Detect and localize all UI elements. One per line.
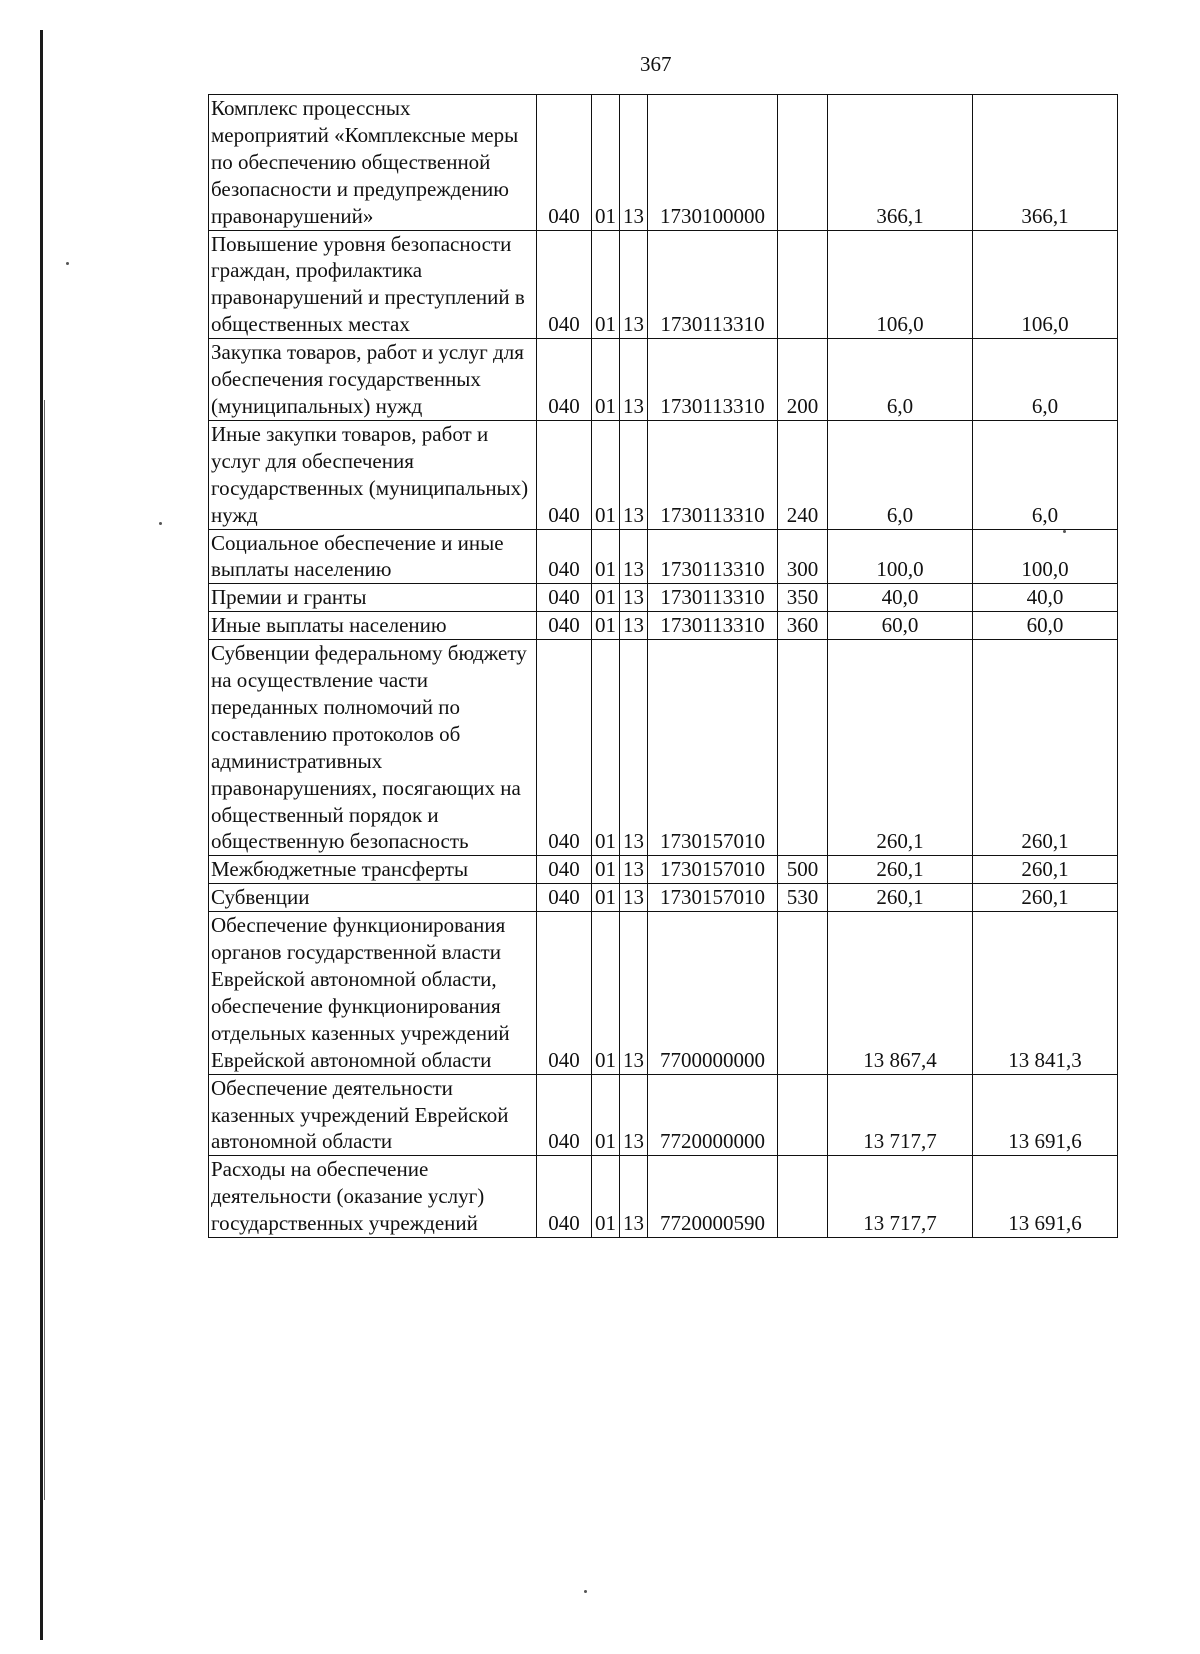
table-row [209, 420, 1118, 529]
row-name-cell: Иные выплаты населению [209, 612, 537, 640]
target-article-cell: 1730113310 [648, 230, 778, 339]
row-name-cell: Субвенции [209, 884, 537, 912]
binding-edge-shadow [44, 400, 45, 1500]
table-row [209, 529, 1118, 584]
amount-year1-cell: 13 867,4 [828, 912, 973, 1074]
target-article-cell: 1730157010 [648, 884, 778, 912]
amount-year2-cell: 6,0 [973, 339, 1118, 421]
department-code-cell: 040 [537, 1074, 592, 1156]
subsection-code-cell: 13 [620, 1074, 648, 1156]
target-article-cell: 7700000000 [648, 912, 778, 1074]
department-code-cell: 040 [537, 529, 592, 584]
target-article-cell: 1730157010 [648, 856, 778, 884]
department-code-cell: 040 [537, 884, 592, 912]
amount-year2-cell: 260,1 [973, 856, 1118, 884]
row-name-cell: Обеспечение деятельности казенных учреждений Еврейской автономной области [209, 1074, 537, 1156]
section-code-cell: 01 [592, 612, 620, 640]
section-code-cell: 01 [592, 339, 620, 421]
expense-type-cell: 360 [778, 612, 828, 640]
department-code-cell: 040 [537, 230, 592, 339]
row-name-cell: Закупка товаров, работ и услуг для обеспечения государственных (муниципальных) нужд [209, 339, 537, 421]
target-article-cell: 1730113310 [648, 529, 778, 584]
row-name-cell: Субвенции федеральному бюджету на осуществление части переданных полномочий по составлению протоколов об административных правонарушениях, посягающих на общественный порядок и общественную безопасность [209, 640, 537, 856]
table-row [209, 884, 1118, 912]
amount-year1-cell: 13 717,7 [828, 1074, 973, 1156]
expense-type-cell: 240 [778, 420, 828, 529]
department-code-cell: 040 [537, 1156, 592, 1238]
amount-year1-cell: 60,0 [828, 612, 973, 640]
section-code-cell: 01 [592, 1156, 620, 1238]
table-row [209, 584, 1118, 612]
row-name-cell: Комплекс процессных мероприятий «Комплексные меры по обеспечению общественной безопасности и предупреждению правонарушений» [209, 95, 537, 231]
expense-type-cell [778, 640, 828, 856]
row-name-cell: Премии и гранты [209, 584, 537, 612]
amount-year2-cell: 13 691,6 [973, 1074, 1118, 1156]
scan-speck [66, 262, 69, 265]
table-row [209, 1156, 1118, 1238]
amount-year2-cell: 106,0 [973, 230, 1118, 339]
amount-year1-cell: 260,1 [828, 856, 973, 884]
subsection-code-cell: 13 [620, 884, 648, 912]
expense-type-cell [778, 1074, 828, 1156]
subsection-code-cell: 13 [620, 420, 648, 529]
amount-year1-cell: 260,1 [828, 640, 973, 856]
amount-year2-cell: 6,0 [973, 420, 1118, 529]
scan-speck [159, 522, 162, 525]
subsection-code-cell: 13 [620, 529, 648, 584]
expense-type-cell [778, 1156, 828, 1238]
amount-year1-cell: 106,0 [828, 230, 973, 339]
table-row [209, 612, 1118, 640]
amount-year1-cell: 40,0 [828, 584, 973, 612]
expense-type-cell: 300 [778, 529, 828, 584]
section-code-cell: 01 [592, 529, 620, 584]
section-code-cell: 01 [592, 1074, 620, 1156]
section-code-cell: 01 [592, 912, 620, 1074]
expense-type-cell: 530 [778, 884, 828, 912]
row-name-cell: Расходы на обеспечение деятельности (оказание услуг) государственных учреждений [209, 1156, 537, 1238]
target-article-cell: 1730113310 [648, 339, 778, 421]
subsection-code-cell: 13 [620, 856, 648, 884]
expense-type-cell: 350 [778, 584, 828, 612]
amount-year2-cell: 260,1 [973, 884, 1118, 912]
department-code-cell: 040 [537, 95, 592, 231]
amount-year2-cell: 13 691,6 [973, 1156, 1118, 1238]
expense-type-cell [778, 912, 828, 1074]
amount-year1-cell: 260,1 [828, 884, 973, 912]
subsection-code-cell: 13 [620, 230, 648, 339]
target-article-cell: 1730113310 [648, 612, 778, 640]
expense-type-cell: 500 [778, 856, 828, 884]
section-code-cell: 01 [592, 95, 620, 231]
row-name-cell: Межбюджетные трансферты [209, 856, 537, 884]
department-code-cell: 040 [537, 420, 592, 529]
table-body [209, 95, 1118, 1238]
expense-type-cell [778, 230, 828, 339]
row-name-cell: Социальное обеспечение и иные выплаты населению [209, 529, 537, 584]
row-name-cell: Иные закупки товаров, работ и услуг для обеспечения государственных (муниципальных) нужд [209, 420, 537, 529]
target-article-cell: 1730100000 [648, 95, 778, 231]
amount-year2-cell: 100,0 [973, 529, 1118, 584]
section-code-cell: 01 [592, 884, 620, 912]
table-row [209, 912, 1118, 1074]
subsection-code-cell: 13 [620, 612, 648, 640]
subsection-code-cell: 13 [620, 1156, 648, 1238]
table-row [209, 640, 1118, 856]
page-number: 367 [640, 52, 672, 76]
row-name-cell: Обеспечение функционирования органов государственной власти Еврейской автономной области, обеспечение функционирования отдельных казенных учреждений Еврейской автономной области [209, 912, 537, 1074]
table-row [209, 230, 1118, 339]
scan-speck [584, 1590, 587, 1593]
department-code-cell: 040 [537, 584, 592, 612]
section-code-cell: 01 [592, 420, 620, 529]
scan-speck [1063, 530, 1066, 533]
row-name-cell: Повышение уровня безопасности граждан, профилактика правонарушений и преступлений в общественных местах [209, 230, 537, 339]
amount-year1-cell: 366,1 [828, 95, 973, 231]
department-code-cell: 040 [537, 339, 592, 421]
subsection-code-cell: 13 [620, 584, 648, 612]
amount-year1-cell: 100,0 [828, 529, 973, 584]
amount-year2-cell: 260,1 [973, 640, 1118, 856]
department-code-cell: 040 [537, 856, 592, 884]
department-code-cell: 040 [537, 912, 592, 1074]
section-code-cell: 01 [592, 230, 620, 339]
binding-edge-line [40, 30, 43, 1640]
target-article-cell: 1730113310 [648, 584, 778, 612]
amount-year1-cell: 6,0 [828, 339, 973, 421]
subsection-code-cell: 13 [620, 95, 648, 231]
amount-year2-cell: 40,0 [973, 584, 1118, 612]
section-code-cell: 01 [592, 640, 620, 856]
amount-year1-cell: 13 717,7 [828, 1156, 973, 1238]
target-article-cell: 1730113310 [648, 420, 778, 529]
target-article-cell: 7720000000 [648, 1074, 778, 1156]
table-row [209, 856, 1118, 884]
section-code-cell: 01 [592, 856, 620, 884]
target-article-cell: 7720000590 [648, 1156, 778, 1238]
subsection-code-cell: 13 [620, 912, 648, 1074]
department-code-cell: 040 [537, 640, 592, 856]
amount-year1-cell: 6,0 [828, 420, 973, 529]
section-code-cell: 01 [592, 584, 620, 612]
subsection-code-cell: 13 [620, 640, 648, 856]
subsection-code-cell: 13 [620, 339, 648, 421]
department-code-cell: 040 [537, 612, 592, 640]
target-article-cell: 1730157010 [648, 640, 778, 856]
table-row [209, 95, 1118, 231]
amount-year2-cell: 366,1 [973, 95, 1118, 231]
amount-year2-cell: 13 841,3 [973, 912, 1118, 1074]
expense-type-cell: 200 [778, 339, 828, 421]
budget-table [208, 94, 1118, 1238]
table-row [209, 339, 1118, 421]
table-row [209, 1074, 1118, 1156]
amount-year2-cell: 60,0 [973, 612, 1118, 640]
expense-type-cell [778, 95, 828, 231]
